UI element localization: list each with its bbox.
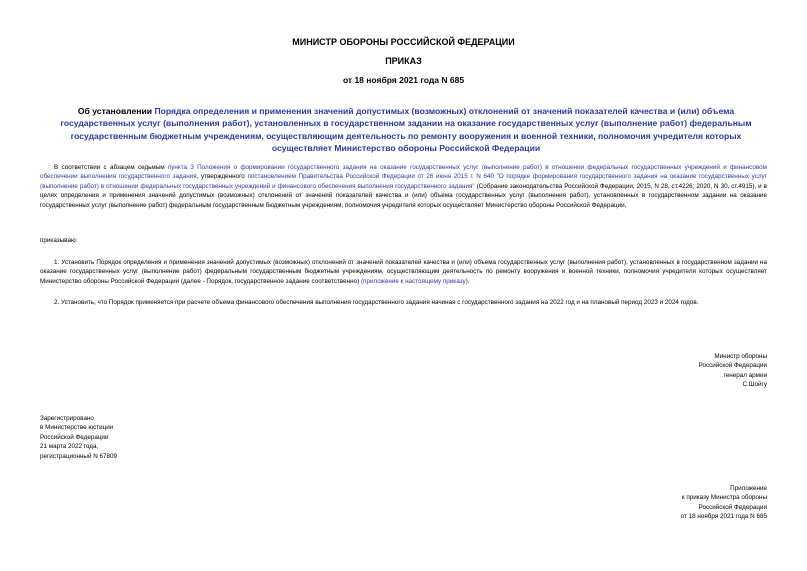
- clause-2-paragraph: 2. Установить, что Порядок применяется при расчете объема финансового обеспечения выполнения государственного задания начиная с государственного задания на 2022 год и на плановый период 2023 и 2024 годов.: [54, 299, 699, 306]
- preamble-paragraph: [40, 163, 767, 210]
- signer-position: Министр обороны: [714, 353, 767, 360]
- signer-name: С.Шойгу: [742, 381, 767, 389]
- preamble-text-3: (Собрание законодательства Российской Федерации, 2015, N 28, ст.4226; 2020, N 30, ст.4915), и в целях определения и применения значений допустимых (возможных) отклонений от значений показателей качества и (или) объема государственных услуг (выполнения работ), установленных в государственном задании на оказание государственных услуг (выполнение работ) федеральным государственным бюджетным учреждениям, полномочия учредителя которых осуществляет Министерство обороны Российской Федерации,: [40, 182, 767, 209]
- signer-organization: Российской Федерации: [698, 362, 767, 370]
- order-date-number: от 18 ноября 2021 года N 685: [342, 75, 465, 85]
- clause-1-text: 1. Установить Порядок определения и применения значений допустимых (возможных) отклонений от значений показателей качества и (или) объема государственных услуг (выполнения работ), установленных в государственном задании на оказание государственных услуг (выполнение работ) федеральным государственным бюджетным учреждениям, осуществляющим деятельность по ремонту вооружения и военной техники, полномочия учредителя которых осуществляет Министерство обороны Российской Федерации (далее - Порядок, государственное задание соответственно): [40, 259, 767, 285]
- doc-type-heading: ПРИКАЗ: [385, 56, 422, 66]
- appendix-link[interactable]: (приложение к настоящему приказу): [360, 277, 468, 285]
- registration-line-1: Зарегистрировано: [40, 415, 94, 422]
- appendix-line-1: Приложение: [730, 485, 767, 492]
- registration-block: [40, 414, 290, 461]
- order-verb-paragraph: приказываю:: [40, 237, 78, 244]
- signer-rank: генерал армии: [723, 371, 767, 379]
- clause-1-paragraph: [40, 258, 767, 286]
- order-title: [46, 105, 766, 155]
- title-prefix: Об установлении: [77, 106, 155, 116]
- registration-line-3: Российской Федерации: [40, 433, 109, 441]
- clause-1-end: .: [467, 277, 470, 285]
- registration-date: 21 марта 2022 года,: [40, 443, 99, 451]
- government-resolution-link[interactable]: постановлением Правительства Российской Федерации от 26 июня 2015 г. N 640 "О порядке формирования государственного задания на оказание государственных услуг (выполнение работ) в отношении федеральных государственных учреждений и финансового обеспечения выполнения государственного задания": [40, 173, 767, 190]
- registration-line-2: в Министерстве юстиции: [40, 424, 114, 432]
- appendix-line-3: Российской Федерации: [698, 503, 767, 511]
- regulation-clause-link[interactable]: пункта 3 Положения о формировании государственного задания на оказание государственных услуг (выполнение работ) в отношении федеральных государственных учреждений и финансовом обеспечении выполнения государственного задания: [40, 164, 767, 181]
- appendix-line-4: от 18 ноября 2021 года N 685: [680, 513, 767, 521]
- preamble-text-1: В соответствии с абзацем седьмым: [54, 164, 168, 171]
- title-procedure-link[interactable]: Порядка определения и применения значений допустимых (возможных) отклонений от значений показателей качества и (или) объема государственных услуг (выполнения работ), установленных в государственном задании на оказание государственных услуг (выполнение работ) федеральным государственным бюджетным учреждениям, осуществляющим деятельность по ремонту вооружения и военной техники, полномочия учредителя которых осуществляет Министерство обороны Российской Федерации: [60, 106, 752, 154]
- registration-number: регистрационный N 67809: [40, 452, 118, 460]
- signature-block: [567, 352, 767, 390]
- appendix-block: [517, 484, 767, 522]
- appendix-line-2: к приказу Министра обороны: [681, 494, 767, 502]
- preamble-text-2: , утвержденного: [196, 173, 248, 181]
- minister-heading: МИНИСТР ОБОРОНЫ РОССИЙСКОЙ ФЕДЕРАЦИИ: [292, 37, 515, 47]
